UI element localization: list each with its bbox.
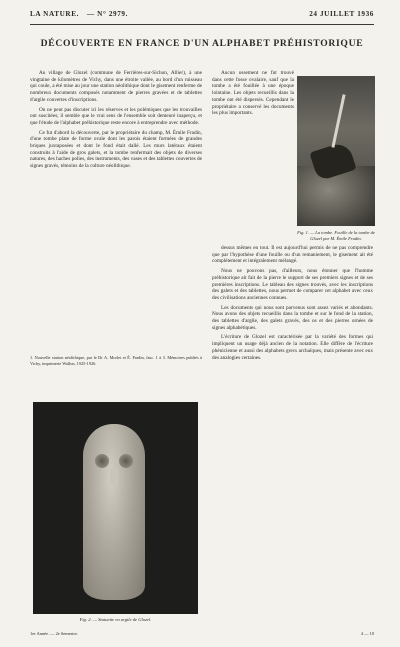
- issue-number: — N° 2979.: [87, 10, 129, 18]
- statuette-nose: [110, 468, 118, 486]
- spade-handle: [331, 94, 345, 147]
- paragraph: dessus mêmes en tout. Il est aujourd'hui permis de ne pas comprendre que par l'hypothèse d'une fouille ou d'un remaniement, le gisement ait été complètement et intégralement mélangé.: [212, 245, 373, 265]
- footnote-block: [30, 355, 202, 369]
- paragraph: Nous ne pouvons pas, d'ailleurs, nous étonner que l'homme préhistorique ait fait de la pierre le support de ses premiers signes et de ses premières inscriptions. Le tableau des signes trouvés, avec les inscriptions des galets et des tablettes, nous permet de comparer cet alphabet avec ceux des civilisations anciennes connues.: [212, 268, 373, 301]
- right-column-top: [212, 70, 294, 220]
- paragraph: Au village de Glozel (commune de Ferrières-sur-Sichon, Allier), à une vingtaine de kilomètres de Vichy, dans une étroite vallée, au bord d'un ruisseau qui coule, a été mise au jour une station néolithique dont le gisement renferme de nombreux documents composés notamment de pierres gravées et de tablettes d'argile couvertes d'inscriptions.: [30, 70, 202, 103]
- statuette-right-eye: [119, 454, 133, 468]
- statuette-figure: [83, 424, 145, 600]
- left-column: [30, 70, 202, 375]
- page-footer: [30, 631, 374, 639]
- statuette-photo: [33, 402, 198, 614]
- tomb-photo-caption: Fig. 1. — La tombe. Fouille de la tombe de Glozel par M. Émile Fradin.: [297, 230, 375, 241]
- header-rule: [30, 24, 374, 25]
- footnote: 1. Nouvelle station néolithique, par le Dr A. Morlet et É. Fradin, fasc. 1 à 3. Mémoires publiés à Vichy, imprimerie Wallon, 1925-1926.: [30, 355, 202, 366]
- paragraph: Ce fut d'abord la découverte, par le propriétaire du champ, M. Émile Fradin, d'une tombe plate de forme ovale dont les parois étaient formées de grandes briques juxtaposées et dont le fond était dallé. Les murs latéraux étaient construits à l'aide de gros galets, et la tombe renfermait des objets de diverses natures, des haches polies, des instruments, des vases et des tablettes couvertes de signes gravés, témoins de la culture néolithique.: [30, 129, 202, 170]
- statuette-caption: Fig. 2. — Statuette en argile de Glozel.: [79, 617, 152, 622]
- paragraph: L'écriture de Glozel est caractérisée par la variété des formes qui impliquent un usage déjà ancien de la notation. Elle diffère de l'écriture phénicienne et aussi des alphabets grecs archaïques, mais présente avec eux des analogies certaines.: [212, 334, 373, 361]
- paragraph: On ne peut pas discuter ici les réserves et les polémiques que les trouvailles ont suscitées; il semble que le vrai sens de l'ensemble soit demeuré inaperçu, et que l'étude de l'alphabet préhistorique reste encore à entreprendre avec méthode.: [30, 106, 202, 126]
- footer-volume: 1er Année. — 2e Semestre.: [30, 631, 79, 636]
- tomb-photo: [297, 76, 375, 226]
- journal-name: LA NATURE.: [30, 10, 79, 18]
- statuette-left-eye: [95, 454, 109, 468]
- page-header: [30, 8, 374, 20]
- issue-date: 24 JUILLET 1936: [309, 10, 374, 18]
- right-column-lower: [212, 245, 373, 620]
- paragraph: Aucun ossement ne fut trouvé dans cette fosse ovalaire, sauf que la tombe a été fouillée à une époque lointaine. Les objets recueillis dans la tombe ont été dispersés. Cependant le propriétaire a conservé les documents les plus importants.: [212, 70, 294, 117]
- paragraph: Les documents qui nous sont parvenus sont assez variés et abondants. Nous avons des objets recueillis dans la tombe et sur le fond de la station, des tablettes d'argile, des galets gravés, des os et des pierres ornées de signes alphabétiques.: [212, 304, 373, 331]
- footer-page-mark: 4 — 10: [360, 631, 374, 636]
- article-title: DÉCOUVERTE EN FRANCE D'UN ALPHABET PRÉHISTORIQUE: [40, 38, 364, 49]
